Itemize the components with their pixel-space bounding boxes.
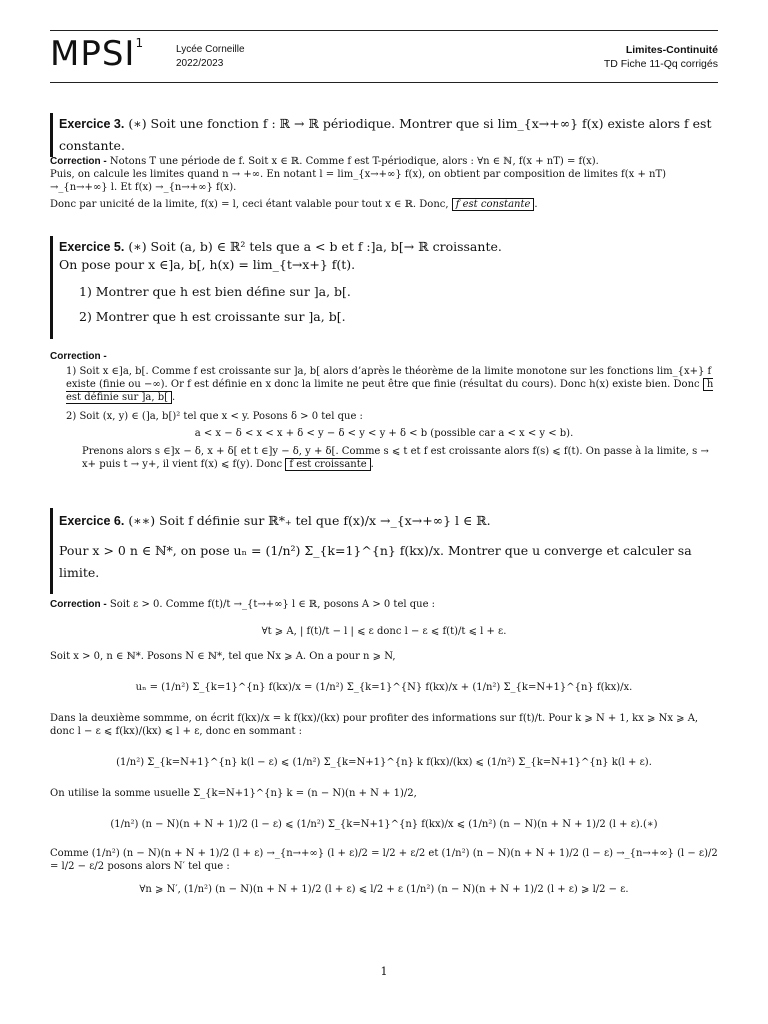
school-info <box>176 43 245 71</box>
correction-label: Correction - <box>50 351 107 362</box>
question-2: 2) Montrer que h est croissante sur ]a, b[. <box>79 309 346 324</box>
correction-label: Correction - <box>50 599 107 610</box>
boxed-result: f est croissante <box>285 458 370 471</box>
boxed-result: f est constante <box>452 198 535 211</box>
correction-line: Puis, on calcule les limites quand n → +∞. En notant l = lim_{x→+∞} f(x), on obtient par composition de limites f(x + nT) →_{n→+∞} l. Et f(x) →_{n→+∞} f(x). <box>50 169 667 193</box>
exercise-6-statement: (∗∗) Soit f définie sur ℝ*₊ tel que f(x)/x →_{x→+∞} l ∈ ℝ. <box>128 513 491 528</box>
math-display: uₙ = (1/n²) Σ_{k=1}^{n} f(kx)/x = (1/n²) Σ_{k=1}^{N} f(kx)/x + (1/n²) Σ_{k=N+1}^{n} f(kx)/x. <box>135 682 633 693</box>
correction-label: Correction - <box>50 156 107 167</box>
exercise-6-statement-2: Pour x > 0 n ∈ ℕ*, on pose uₙ = (1/n²) Σ_{k=1}^{n} f(kx)/x. Montrer que u converge et calculer sa limite. <box>59 543 692 580</box>
exercise-3-label: Exercice 3. <box>59 117 125 131</box>
school-name: Lycée Corneille <box>176 44 245 55</box>
exercise-5 <box>50 236 718 339</box>
exercise-6-label: Exercice 6. <box>59 514 125 528</box>
exercise-5-correction: Correction - 1) Soit x ∈]a, b[. Comme f est croissante sur ]a, b[ alors d’après le théorème de la limite monotone sur les fonctions lim_{x+} f existe (finie ou −∞). Or f est définie en x donc la limite ne peut être que finie (résultat du cours). Donc h(x) existe bien. Donc h est définie sur ]a, b[ . 2) Soit (x, y) ∈ (]a, b[)² tel que x < y. Posons δ > 0 tel que : a < x − δ < x < x + δ < y − δ < y < y + δ < b (possible car a < x < y < b). Prenons alors s ∈]x − δ, x + δ[ et t ∈]y − δ, y + δ[. Comme s ⩽ t et f est croissante alors f(s) ⩽ f(t). On passe à la limite, s → x+ puis t → y+, il vient f(x) ⩽ f(y). Donc f est croissante . <box>50 350 718 471</box>
header-rule-top <box>50 30 718 31</box>
correction-line: Notons T une période de f. Soit x ∈ ℝ. Comme f est T-périodique, alors : ∀n ∈ ℕ, f(x + nT) = f(x). <box>109 156 599 167</box>
exercise-6-correction <box>50 598 718 896</box>
correction-line: Dans la deuxième sommme, on écrit f(kx)/x = k f(kx)/(kx) pour profiter des informations sur f(t)/t. Pour k ⩾ N + 1, kx ⩾ Nx ⩾ A, donc l − ε ⩽ f(kx)/(kx) ⩽ l + ε, donc en sommant : <box>50 713 699 737</box>
topic-subtitle: TD Fiche 11-Qq corrigés <box>603 58 718 70</box>
exercise-5-label: Exercice 5. <box>59 240 125 254</box>
topic-title: Limites-Continuité <box>625 44 718 56</box>
question-1: 1) Montrer que h est bien défine sur ]a, b[. <box>79 284 351 299</box>
correction-item-2: 2) Soit (x, y) ∈ (]a, b[)² tel que x < y. Posons δ > 0 tel que : <box>66 411 363 422</box>
exercise-5-statement: (∗) Soit (a, b) ∈ ℝ² tels que a < b et f :]a, b[→ ℝ croissante. <box>128 239 502 254</box>
exercise-6 <box>50 508 718 594</box>
correction-line: Donc par unicité de la limite, f(x) = l, ceci étant valable pour tout x ∈ ℝ. Donc, <box>50 199 449 210</box>
math-display: (1/n²) Σ_{k=N+1}^{n} k(l − ε) ⩽ (1/n²) Σ_{k=N+1}^{n} k f(kx)/(kx) ⩽ (1/n²) Σ_{k=N+1}^{n} k(l + ε). <box>116 757 652 768</box>
math-display: ∀n ⩾ N′, (1/n²) (n − N)(n + N + 1)/2 (l + ε) ⩽ l/2 + ε (1/n²) (n − N)(n + N + 1)/2 (l + ε) ⩾ l/2 − ε. <box>139 884 629 895</box>
math-display: (1/n²) (n − N)(n + N + 1)/2 (l − ε) ⩽ (1/n²) Σ_{k=N+1}^{n} f(kx)/x ⩽ (1/n²) (n − N)(n + N + 1)/2 (l + ε).(∗) <box>110 819 658 830</box>
correction-line: On utilise la somme usuelle Σ_{k=N+1}^{n} k = (n − N)(n + N + 1)/2, <box>50 788 417 799</box>
exercise-3-statement: (∗) Soit une fonction f : ℝ → ℝ périodique. Montrer que si lim_{x→+∞} f(x) existe alors f est constante. <box>59 116 712 153</box>
correction-line: Soit ε > 0. Comme f(t)/t →_{t→+∞} l ∈ ℝ, posons A > 0 tel que : <box>109 599 436 610</box>
correction-line: Comme (1/n²) (n − N)(n + N + 1)/2 (l + ε) →_{n→+∞} (l + ε)/2 = l/2 + ε/2 et (1/n²) (n − N)(n + N + 1)/2 (l − ε) →_{n→+∞} (l − ε)/2 = l/2 − ε/2 posons alors N′ tel que : <box>50 848 718 872</box>
page-number: 1 <box>380 965 388 978</box>
school-year: 2022/2023 <box>176 58 224 69</box>
exercise-3-correction: Correction - Notons T une période de f. Soit x ∈ ℝ. Comme f est T-périodique, alors : ∀n ∈ ℕ, f(x + nT) = f(x). Puis, on calcule les limites quand n → +∞. En notant l = lim_{x→+∞} f(x), on obtient par composition de limites f(x + nT) →_{n→+∞} l. Et f(x) →_{n→+∞} f(x). Donc par unicité de la limite, f(x) = l, ceci étant valable pour tout x ∈ ℝ. Donc, f est constante . <box>50 155 718 211</box>
math-display: ∀t ⩾ A, | f(t)/t − l | ⩽ ε donc l − ε ⩽ f(t)/t ⩽ l + ε. <box>261 626 507 637</box>
boxed-result: h est définie sur ]a, b[ <box>66 379 714 403</box>
inequality-chain: a < x − δ < x < x + δ < y − δ < y < y + δ < b (possible car a < x < y < b). <box>194 428 574 439</box>
mpsi-logo: MPSI$^1$ <box>50 34 145 74</box>
exercise-5-statement-2: On pose pour x ∈]a, b[, h(x) = lim_{t→x+} f(t). <box>59 257 356 272</box>
correction-line: Prenons alors s ∈]x − δ, x + δ[ et t ∈]y − δ, y + δ[. Comme s ⩽ t et f est croissante alors f(s) ⩽ f(t). On passe à la limite, s → x+ puis t → y+, il vient f(x) ⩽ f(y). Donc <box>82 446 709 470</box>
correction-item-1: 1) Soit x ∈]a, b[. Comme f est croissante sur ]a, b[ alors d’après le théorème de la limite monotone sur les fonctions lim_{x+} f existe (finie ou −∞). Or f est définie en x donc la limite ne peut être que finie (résultat du cours). Donc h(x) existe bien. Donc <box>66 366 712 390</box>
correction-line: Soit x > 0, n ∈ ℕ*. Posons N ∈ ℕ*, tel que Nx ⩾ A. On a pour n ⩾ N, <box>50 651 396 662</box>
exercise-3 <box>50 113 718 157</box>
header-rule-bottom <box>50 82 718 83</box>
topic-info <box>604 43 718 71</box>
